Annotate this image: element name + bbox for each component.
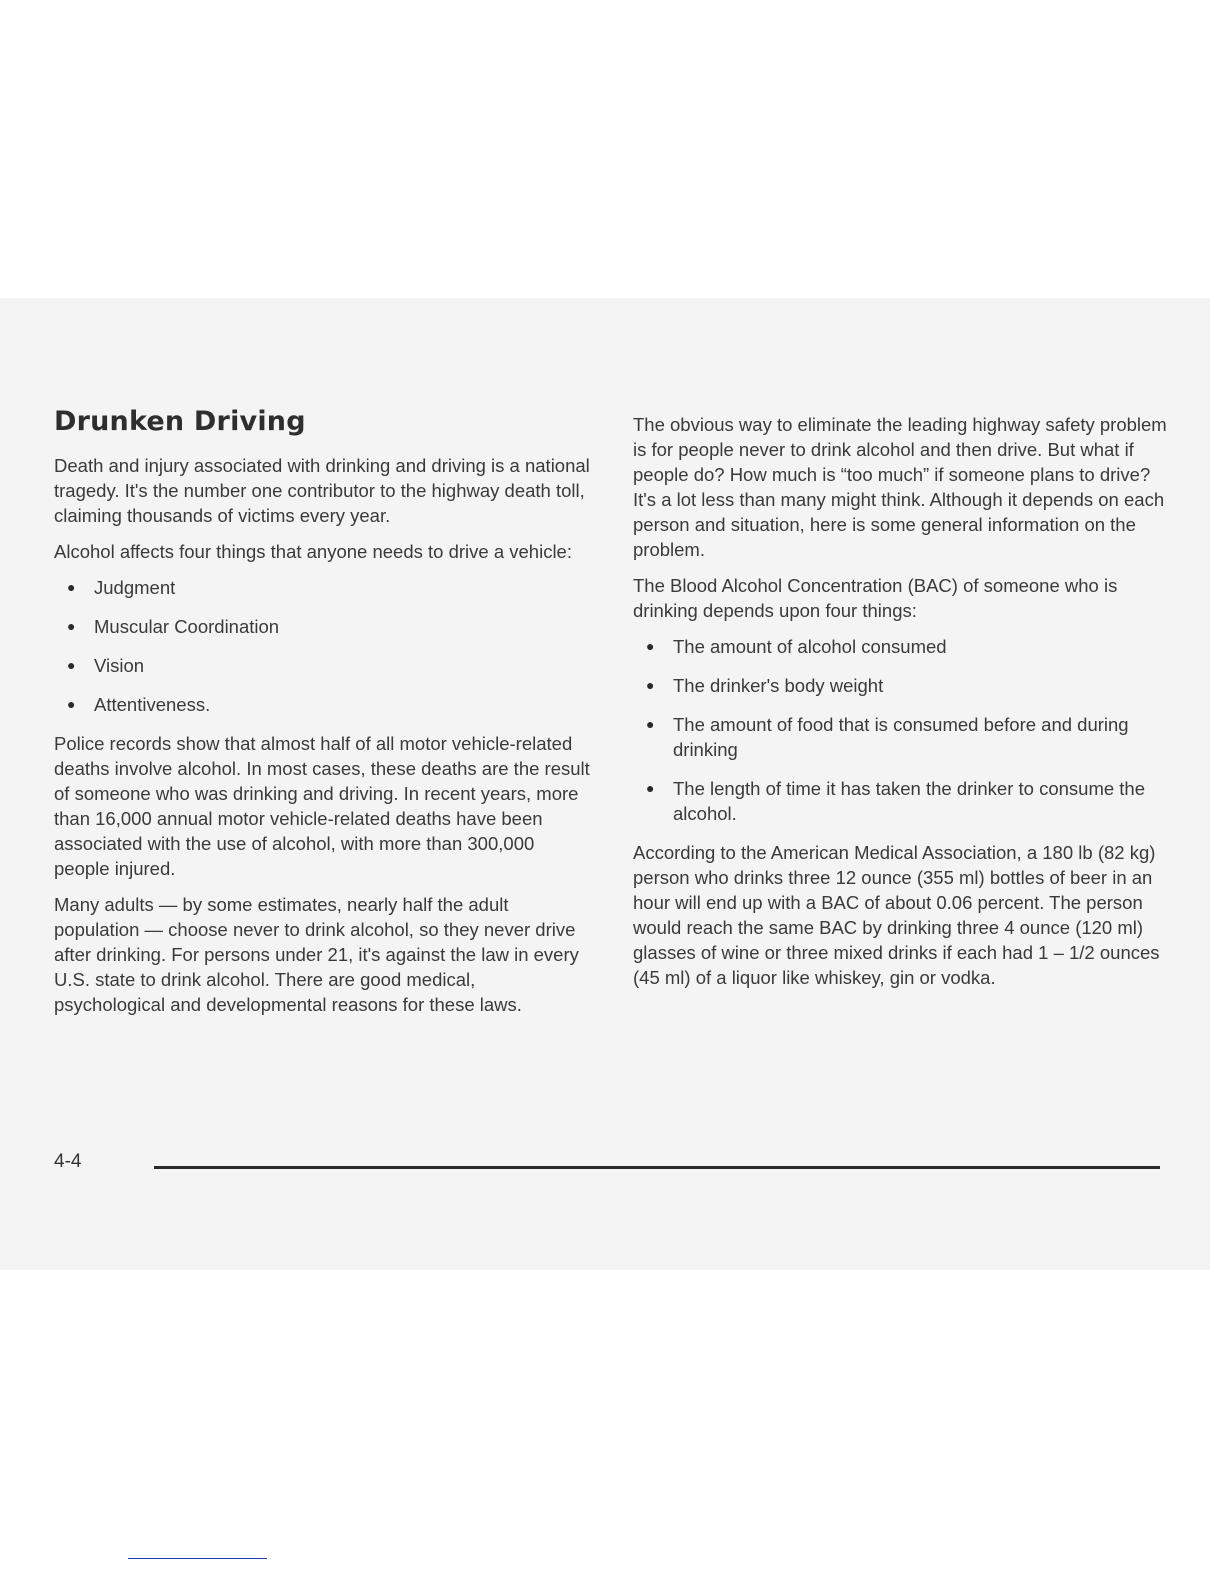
- bullet-icon: ●: [646, 780, 655, 796]
- bullet-icon: ●: [67, 579, 76, 595]
- footer-rule: [154, 1166, 1160, 1169]
- paragraph: Police records show that almost half of all motor vehicle-related deaths involve alcohol. In most cases, these deaths are the result of someone who was drinking and driving. In recent years, more than 16,000 annual motor vehicle-related deaths have been associated with the use of alcohol, with more than 300,000 people injured.: [54, 733, 590, 879]
- bullet-icon: ●: [646, 716, 655, 732]
- list-item: ● The length of time it has taken the drinker to consume the alcohol.: [646, 778, 1146, 824]
- bullet-icon: ●: [646, 638, 655, 654]
- paragraph: According to the American Medical Association, a 180 lb (82 kg) person who drinks three 12 ounce (355 ml) bottles of beer in an hour will end up with a BAC of about 0.06 percent. The person would reach the same BAC by drinking three 4 ounce (120 ml) glasses of wine or three mixed drinks if each had 1 – 1/2 ounces (45 ml) of a liquor like whiskey, gin or vodka.: [633, 842, 1160, 988]
- manual-page: [0, 298, 1210, 1270]
- right-column: [633, 412, 1173, 1001]
- section-heading: Drunken Driving: [54, 406, 306, 437]
- link-underline[interactable]: [128, 1558, 267, 1559]
- paragraph: The obvious way to eliminate the leading highway safety problem is for people never to drink alcohol and then drive. But what if people do? How much is “too much” if someone plans to drive? It's a lot less than many might think. Although it depends on each person and situation, here is some general information on the problem.: [633, 414, 1167, 560]
- list-item: ● The amount of food that is consumed before and during drinking: [646, 714, 1129, 760]
- paragraph: Many adults — by some estimates, nearly half the adult population — choose never to drink alcohol, so they never drive after drinking. For persons under 21, it's against the law in every U.S. state to drink alcohol. There are good medical, psychological and developmental reasons for these laws.: [54, 894, 579, 1015]
- list-item: ● The amount of alcohol consumed: [646, 636, 947, 657]
- page-number: 4-4: [54, 1151, 82, 1172]
- bullet-list: [54, 575, 590, 717]
- left-column: [54, 406, 590, 1028]
- list-item: ● Vision: [67, 655, 145, 676]
- list-item: ● Judgment: [67, 577, 176, 598]
- bullet-icon: ●: [67, 618, 76, 634]
- bullet-list: [633, 634, 1173, 826]
- paragraph: The Blood Alcohol Concentration (BAC) of someone who is drinking depends upon four things:: [633, 575, 1118, 621]
- paragraph: Death and injury associated with drinking and driving is a national tragedy. It's the number one contributor to the highway death toll, claiming thousands of victims every year.: [54, 455, 590, 526]
- bullet-icon: ●: [646, 677, 655, 693]
- page-footer: [54, 1151, 1160, 1181]
- list-item: ● Attentiveness.: [67, 694, 211, 715]
- bullet-icon: ●: [67, 696, 76, 712]
- bullet-icon: ●: [67, 657, 76, 673]
- list-item: ● The drinker's body weight: [646, 675, 884, 696]
- paragraph: Alcohol affects four things that anyone needs to drive a vehicle:: [54, 541, 572, 562]
- list-item: ● Muscular Coordination: [67, 616, 280, 637]
